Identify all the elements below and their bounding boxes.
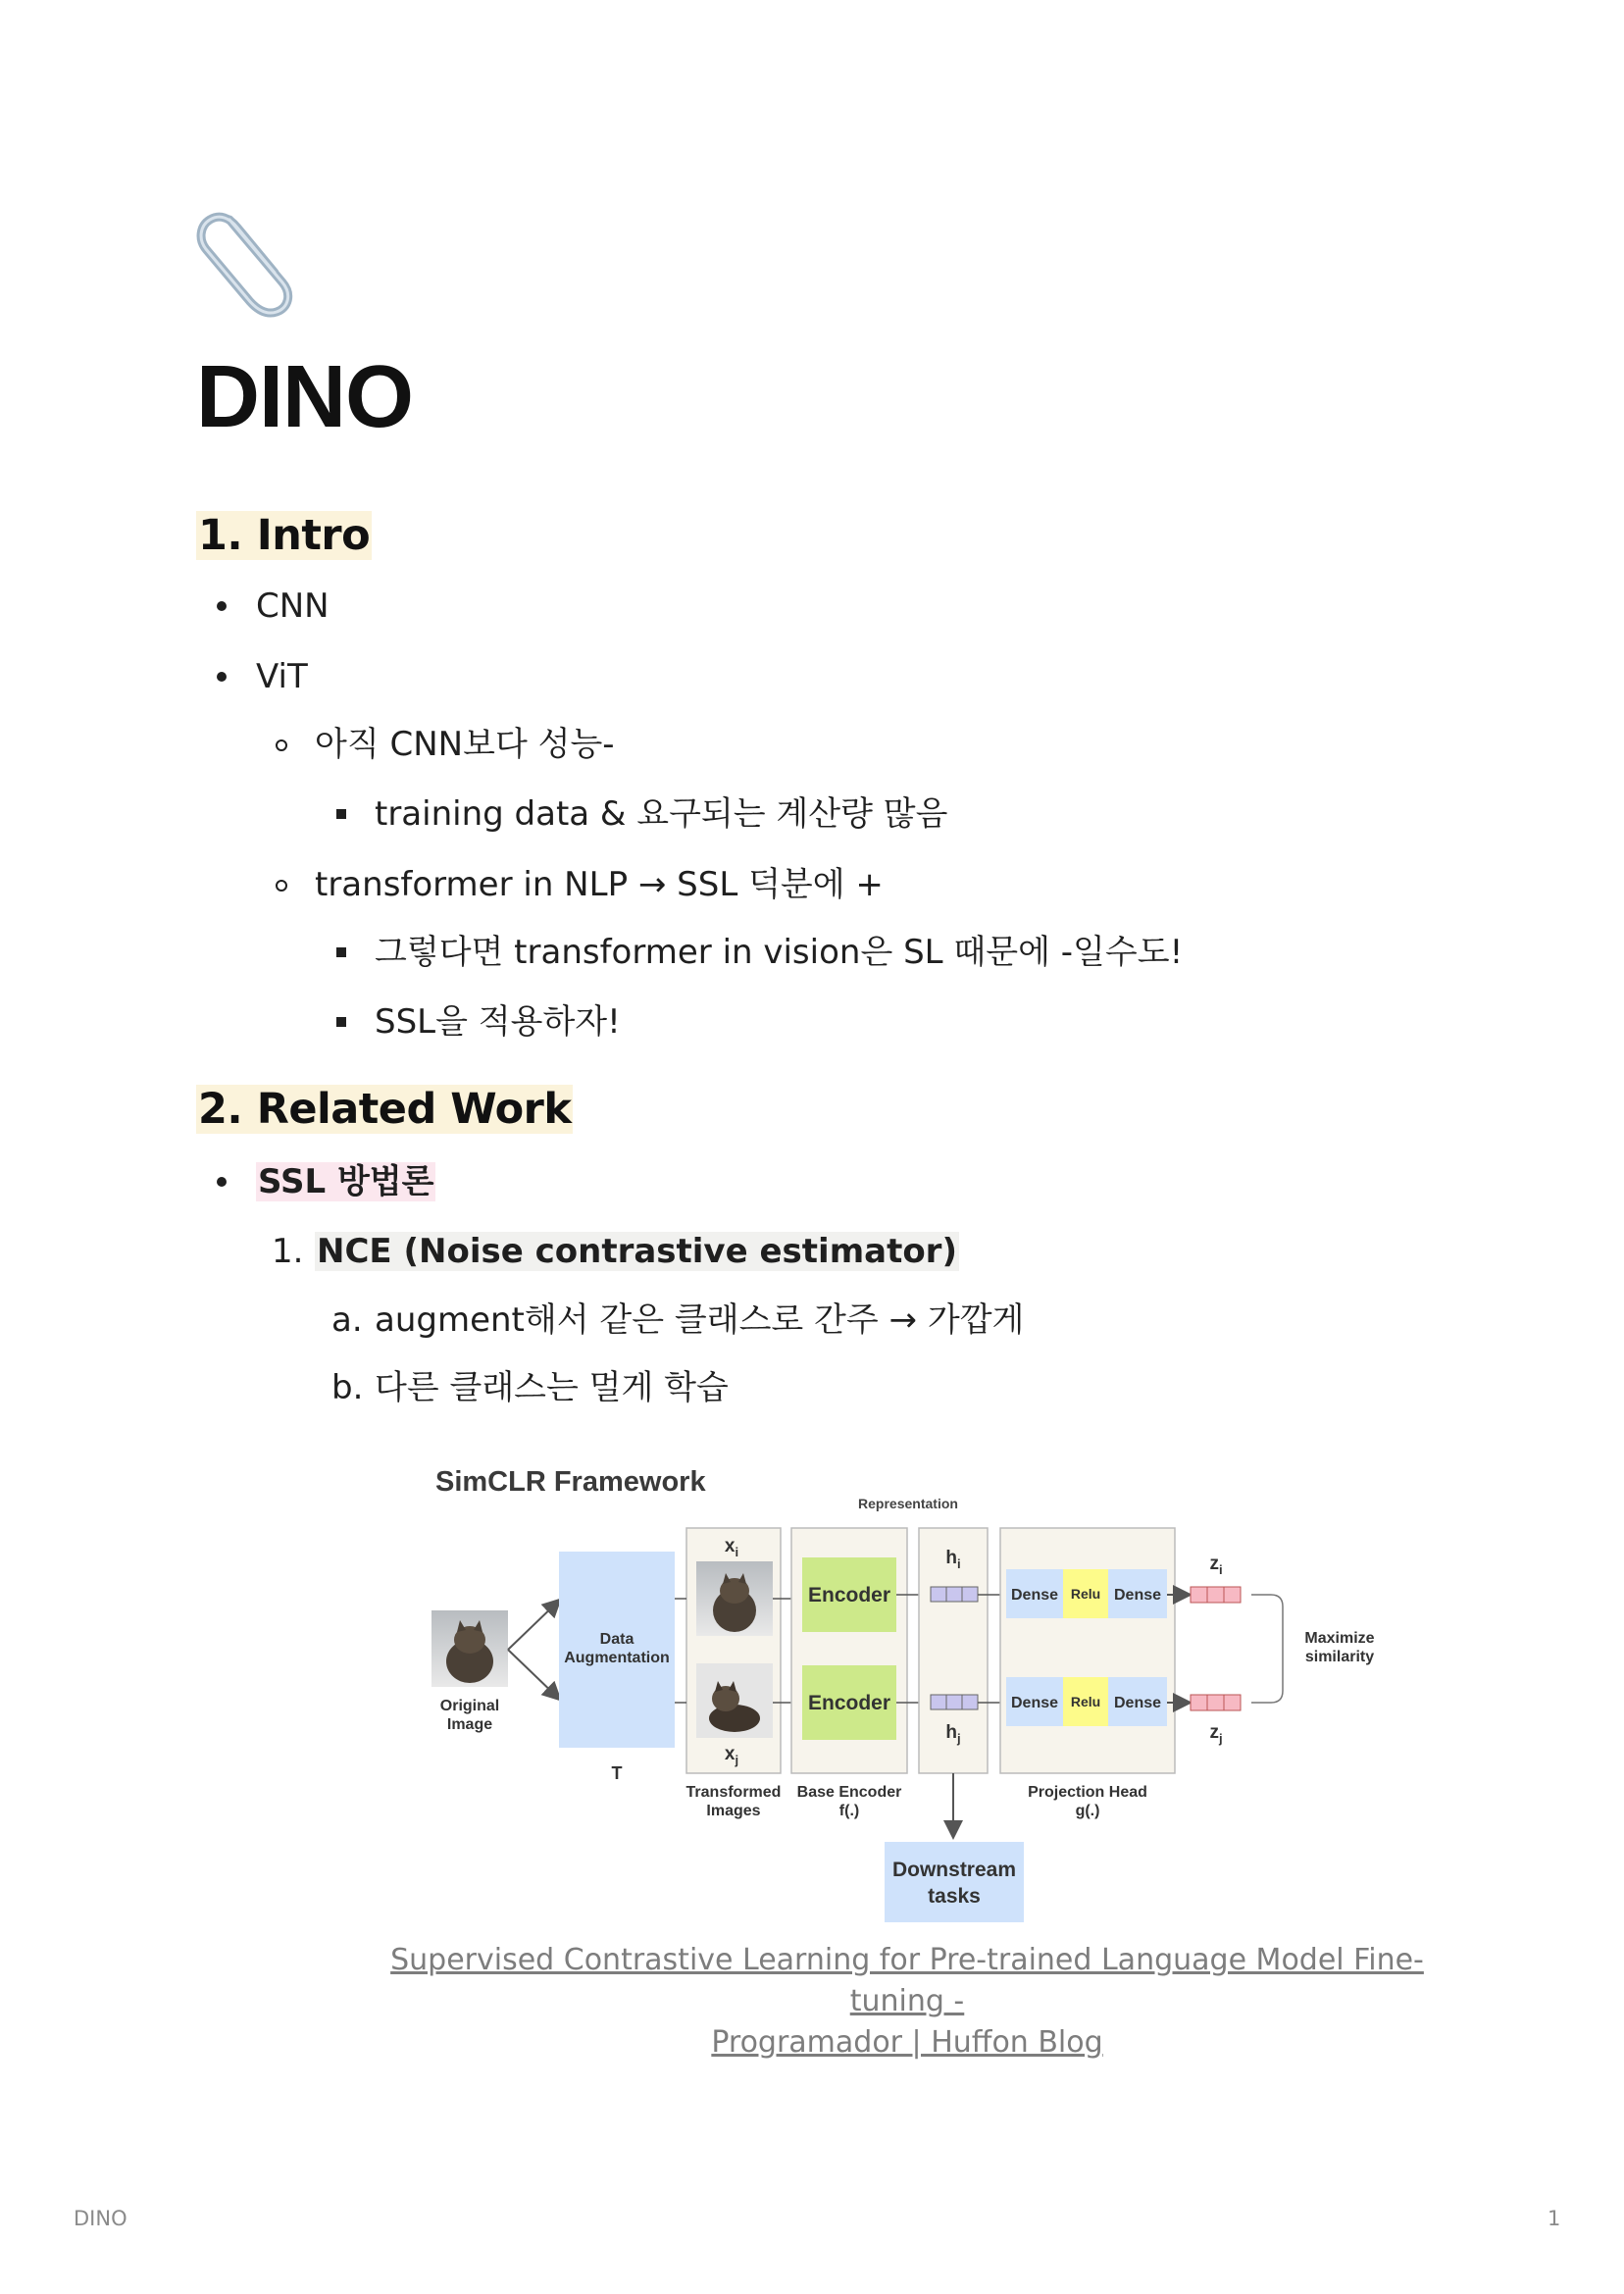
cat-image-xi: [696, 1561, 773, 1636]
original-image-label: Original: [439, 1698, 500, 1714]
caption-link[interactable]: Programador | Huffon Blog: [711, 2025, 1103, 2060]
transformed-label: Images: [706, 1803, 761, 1819]
zj-vector: [1191, 1695, 1241, 1710]
page-number: 1: [1548, 2207, 1561, 2230]
caption-link[interactable]: Supervised Contrastive Learning for Pre-trained Language Model Fine-tuning -: [390, 1943, 1424, 2018]
list-letter: b.: [331, 1368, 364, 1407]
projection-head-label: Projection Head: [1028, 1784, 1147, 1801]
list-item: 아직 CNN보다 성능-: [315, 725, 615, 764]
projection-head-panel: [1000, 1528, 1175, 1773]
dense-label: Dense: [1010, 1587, 1059, 1604]
downstream-tasks-box: [885, 1842, 1024, 1922]
highlighted-text: SSL 방법론: [258, 1162, 434, 1201]
heading-text: 1. Intro: [198, 511, 371, 560]
list-letter: a.: [331, 1300, 363, 1340]
simclr-diagram: [422, 1453, 1393, 1934]
hi-vector: [931, 1587, 978, 1602]
projection-head-label: g(.): [1075, 1803, 1100, 1819]
bullet-disc: [217, 672, 227, 682]
bullet-circle: [276, 739, 287, 751]
original-image-label: Image: [446, 1716, 493, 1733]
zi-vector: [1191, 1587, 1241, 1603]
original-cat-image: [431, 1610, 508, 1687]
list-number: 1.: [272, 1232, 304, 1271]
bullet-square: [336, 947, 346, 957]
bullet-disc: [217, 601, 227, 611]
list-item: 다른 클래스는 멀게 학습: [375, 1368, 729, 1407]
xi-label: $x_i$: [724, 1536, 739, 1559]
augmentation-label: Augmentation: [564, 1650, 670, 1666]
bullet-square: [336, 1017, 346, 1027]
downstream-label: Downstream: [891, 1859, 1017, 1881]
downstream-label: tasks: [928, 1885, 981, 1908]
list-item: [315, 1230, 959, 1273]
bullet-disc: [217, 1177, 227, 1187]
transformed-label: Transformed: [685, 1784, 782, 1801]
footer-title: DINO: [74, 2207, 127, 2230]
figure-caption: [353, 1940, 1461, 2064]
maximize-label: Maximize: [1304, 1630, 1375, 1647]
representation-label: Representation: [858, 1496, 958, 1511]
list-item: transformer in NLP → SSL 덕분에 +: [315, 865, 884, 904]
heading-text: 2. Related Work: [198, 1085, 572, 1134]
hj-vector: [931, 1695, 978, 1709]
highlighted-text: NCE (Noise contrastive estimator): [317, 1232, 957, 1271]
dense-label: Dense: [1010, 1695, 1059, 1711]
augmentation-symbol: T: [611, 1763, 623, 1783]
bullet-circle: [276, 880, 287, 892]
relu-label: Relu: [1070, 1586, 1101, 1602]
relu-label: Relu: [1070, 1694, 1101, 1709]
list-item: [256, 1160, 435, 1203]
list-item: SSL을 적용하자!: [375, 1002, 621, 1042]
dense-label: Dense: [1113, 1587, 1162, 1604]
similarity-bracket: [1251, 1595, 1283, 1703]
list-item: augment해서 같은 클래스로 간주 → 가깝게: [375, 1300, 1025, 1340]
cat-image-xj: [696, 1663, 773, 1738]
section-heading-related-work: [196, 1084, 573, 1135]
hi-label: $h_i$: [945, 1548, 961, 1571]
list-item: 그렇다면 transformer in vision은 SL 때문에 -일수도!: [375, 933, 1184, 972]
augmentation-label: Data: [599, 1631, 634, 1648]
list-item: CNN: [256, 586, 330, 626]
encoder-label: Encoder: [807, 1692, 891, 1714]
encoder-label: Encoder: [807, 1584, 891, 1606]
base-encoder-label: Base Encoder: [796, 1784, 902, 1801]
base-encoder-label: f(.): [838, 1803, 860, 1819]
bullet-square: [336, 809, 346, 819]
maximize-label: similarity: [1304, 1649, 1375, 1665]
paperclip-icon: [192, 196, 316, 320]
section-heading-intro: [196, 510, 372, 561]
zj-label: $z_j$: [1209, 1722, 1223, 1746]
page-title: DINO: [196, 348, 413, 446]
hj-label: $h_j$: [945, 1722, 961, 1746]
zi-label: $z_i$: [1209, 1554, 1223, 1577]
list-item: ViT: [256, 657, 308, 696]
xj-label: $x_j$: [724, 1744, 739, 1767]
dense-label: Dense: [1113, 1695, 1162, 1711]
list-item: training data & 요구되는 계산량 많음: [375, 794, 948, 834]
figure-title: SimCLR Framework: [435, 1466, 706, 1498]
